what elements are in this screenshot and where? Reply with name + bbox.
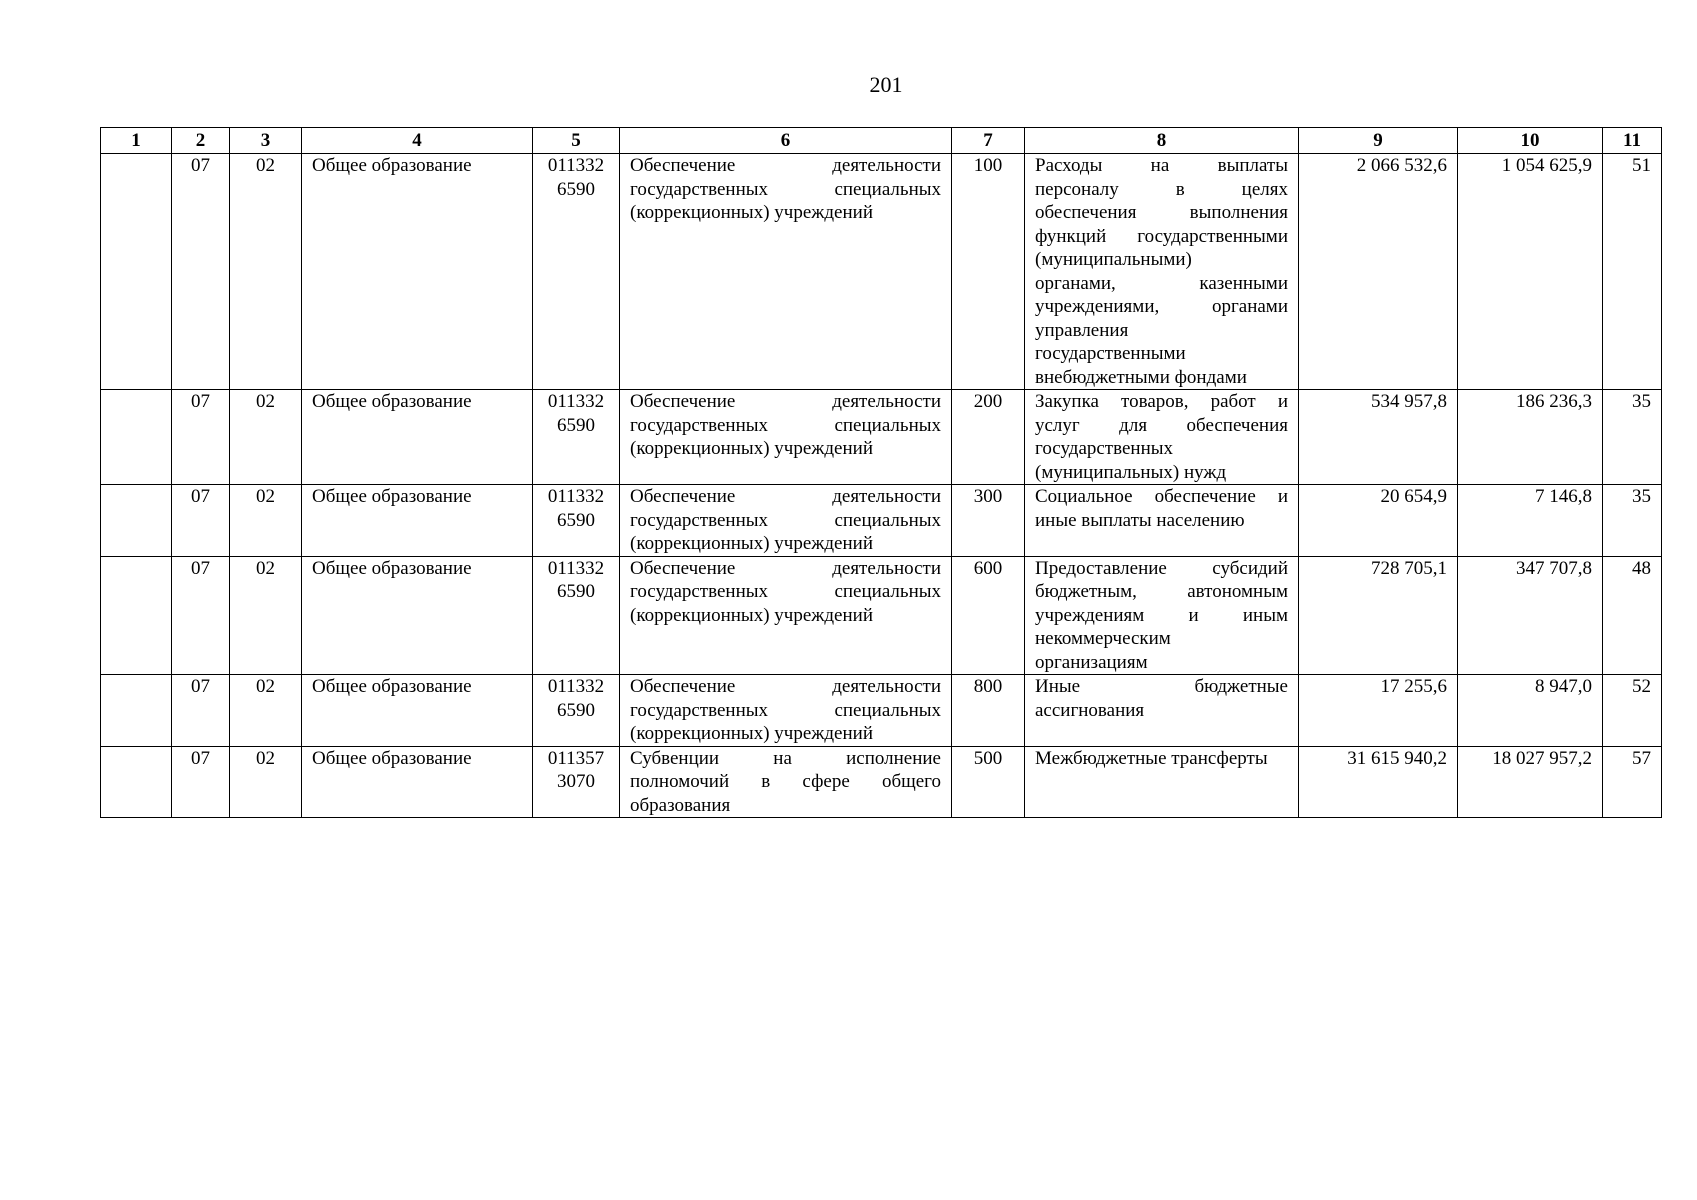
cell-section-name: Общее образование <box>302 154 533 390</box>
expense-name-line: внебюджетными фондами <box>1035 366 1247 388</box>
cell-subsection: 02 <box>230 154 302 390</box>
cell-target-article <box>533 390 620 485</box>
cell-col-1 <box>101 390 172 485</box>
cell-actual-amount: 186 236,3 <box>1458 390 1603 485</box>
table-row <box>101 154 1662 390</box>
article-name-line: Обеспечение деятельности <box>630 486 941 507</box>
cell-planned-amount: 534 957,8 <box>1299 390 1458 485</box>
cell-section: 07 <box>172 746 230 818</box>
expense-name-line: государственными <box>1035 343 1186 364</box>
expense-name-line: (муниципальными) <box>1035 249 1192 270</box>
target-article-part: 6590 <box>557 581 595 602</box>
header-col-9: 9 <box>1299 128 1458 154</box>
table-row <box>101 675 1662 747</box>
cell-expense-name <box>1025 746 1299 818</box>
cell-expense-name <box>1025 675 1299 747</box>
article-name-line: Обеспечение деятельности <box>630 391 941 412</box>
cell-planned-amount: 728 705,1 <box>1299 556 1458 675</box>
cell-actual-amount: 1 054 625,9 <box>1458 154 1603 390</box>
header-col-10: 10 <box>1458 128 1603 154</box>
article-name-line: государственных специальных <box>630 509 941 531</box>
expense-name-line: Иные бюджетные <box>1035 676 1288 697</box>
cell-subsection: 02 <box>230 390 302 485</box>
article-name-line: (коррекционных) учреждений <box>630 604 873 626</box>
cell-article-name <box>620 485 952 557</box>
article-name-line: Обеспечение деятельности <box>630 155 941 176</box>
target-article-part: 6590 <box>557 414 595 436</box>
expense-name-line: бюджетным, автономным <box>1035 581 1288 602</box>
cell-expense-type: 100 <box>952 154 1025 390</box>
cell-expense-name <box>1025 390 1299 485</box>
header-col-5: 5 <box>533 128 620 154</box>
expense-name-line: организациям <box>1035 651 1148 673</box>
target-article-part: 6590 <box>557 699 595 721</box>
cell-planned-amount: 20 654,9 <box>1299 485 1458 557</box>
cell-target-article <box>533 556 620 675</box>
cell-percent: 35 <box>1603 390 1662 485</box>
article-name-line: (коррекционных) учреждений <box>630 723 873 744</box>
cell-section-name: Общее образование <box>302 556 533 675</box>
target-article-part: 011332 <box>547 486 605 507</box>
expense-name-line: функций государственными <box>1035 225 1288 247</box>
target-article-part: 3070 <box>557 771 595 792</box>
expense-name-line: иные выплаты населению <box>1035 509 1245 531</box>
cell-percent: 52 <box>1603 675 1662 747</box>
cell-actual-amount: 8 947,0 <box>1458 675 1603 747</box>
cell-section: 07 <box>172 390 230 485</box>
header-col-4: 4 <box>302 128 533 154</box>
cell-section: 07 <box>172 675 230 747</box>
cell-expense-name <box>1025 556 1299 675</box>
target-article-part: 011332 <box>547 676 605 697</box>
article-name-line: государственных специальных <box>630 581 941 602</box>
target-article-part: 6590 <box>557 509 595 531</box>
expense-name-line: управления <box>1035 319 1129 341</box>
expense-name-line: обеспечения выполнения <box>1035 202 1288 223</box>
cell-target-article <box>533 485 620 557</box>
cell-article-name <box>620 390 952 485</box>
expense-name-line: Межбюджетные трансферты <box>1035 747 1268 769</box>
table-row <box>101 485 1662 557</box>
table-row <box>101 390 1662 485</box>
header-col-6: 6 <box>620 128 952 154</box>
cell-section-name: Общее образование <box>302 485 533 557</box>
cell-expense-type: 500 <box>952 746 1025 818</box>
header-col-7: 7 <box>952 128 1025 154</box>
cell-col-1 <box>101 746 172 818</box>
expense-name-line: Закупка товаров, работ и <box>1035 391 1288 412</box>
cell-actual-amount: 18 027 957,2 <box>1458 746 1603 818</box>
header-col-8: 8 <box>1025 128 1299 154</box>
cell-article-name <box>620 154 952 390</box>
page-number: 201 <box>869 72 903 97</box>
target-article-part: 011357 <box>547 747 605 769</box>
expense-name-line: учреждениями, органами <box>1035 296 1288 317</box>
cell-section: 07 <box>172 154 230 390</box>
cell-expense-type: 300 <box>952 485 1025 557</box>
header-col-2: 2 <box>172 128 230 154</box>
cell-article-name <box>620 675 952 747</box>
cell-subsection: 02 <box>230 485 302 557</box>
expense-name-line: ассигнования <box>1035 699 1145 721</box>
expense-name-line: некоммерческим <box>1035 628 1171 649</box>
cell-actual-amount: 7 146,8 <box>1458 485 1603 557</box>
table-row <box>101 556 1662 675</box>
cell-col-1 <box>101 154 172 390</box>
cell-expense-type: 800 <box>952 675 1025 747</box>
article-name-line: (коррекционных) учреждений <box>630 533 873 554</box>
cell-expense-type: 200 <box>952 390 1025 485</box>
cell-planned-amount: 17 255,6 <box>1299 675 1458 747</box>
article-name-line: образования <box>630 794 731 816</box>
header-col-11: 11 <box>1603 128 1662 154</box>
cell-subsection: 02 <box>230 556 302 675</box>
cell-planned-amount: 31 615 940,2 <box>1299 746 1458 818</box>
header-row <box>101 128 1662 154</box>
budget-table <box>100 127 1662 818</box>
cell-article-name <box>620 556 952 675</box>
cell-actual-amount: 347 707,8 <box>1458 556 1603 675</box>
cell-expense-type: 600 <box>952 556 1025 675</box>
article-name-line: государственных специальных <box>630 699 941 721</box>
expense-name-line: услуг для обеспечения <box>1035 414 1288 436</box>
expense-name-line: учреждениям и иным <box>1035 604 1288 626</box>
article-name-line: Обеспечение деятельности <box>630 676 941 697</box>
cell-target-article <box>533 675 620 747</box>
cell-expense-name <box>1025 154 1299 390</box>
article-name-line: государственных специальных <box>630 414 941 436</box>
cell-percent: 57 <box>1603 746 1662 818</box>
header-col-1: 1 <box>101 128 172 154</box>
table-body <box>101 154 1662 818</box>
cell-expense-name <box>1025 485 1299 557</box>
cell-percent: 51 <box>1603 154 1662 390</box>
article-name-line: государственных специальных <box>630 178 941 200</box>
expense-name-line: органами, казенными <box>1035 272 1288 294</box>
expense-name-line: персоналу в целях <box>1035 178 1288 200</box>
target-article-part: 011332 <box>547 391 605 412</box>
article-name-line: Обеспечение деятельности <box>630 557 941 579</box>
cell-section-name: Общее образование <box>302 675 533 747</box>
cell-target-article <box>533 154 620 390</box>
target-article-part: 011332 <box>547 557 605 579</box>
cell-subsection: 02 <box>230 675 302 747</box>
cell-subsection: 02 <box>230 746 302 818</box>
expense-name-line: Расходы на выплаты <box>1035 155 1288 176</box>
cell-section: 07 <box>172 556 230 675</box>
target-article-part: 6590 <box>557 178 595 200</box>
table-row <box>101 746 1662 818</box>
cell-article-name <box>620 746 952 818</box>
expense-name-line: Социальное обеспечение и <box>1035 486 1288 507</box>
cell-col-1 <box>101 485 172 557</box>
article-name-line: Субвенции на исполнение <box>630 747 941 769</box>
cell-percent: 35 <box>1603 485 1662 557</box>
cell-section: 07 <box>172 485 230 557</box>
cell-col-1 <box>101 675 172 747</box>
target-article-part: 011332 <box>547 155 605 176</box>
cell-planned-amount: 2 066 532,6 <box>1299 154 1458 390</box>
cell-col-1 <box>101 556 172 675</box>
expense-name-line: государственных <box>1035 438 1174 459</box>
cell-percent: 48 <box>1603 556 1662 675</box>
expense-name-line: Предоставление субсидий <box>1035 557 1288 579</box>
article-name-line: (коррекционных) учреждений <box>630 438 873 459</box>
article-name-line: полномочий в сфере общего <box>630 771 941 792</box>
article-name-line: (коррекционных) учреждений <box>630 202 873 223</box>
cell-section-name: Общее образование <box>302 390 533 485</box>
header-col-3: 3 <box>230 128 302 154</box>
cell-target-article <box>533 746 620 818</box>
cell-section-name: Общее образование <box>302 746 533 818</box>
expense-name-line: (муниципальных) нужд <box>1035 461 1227 483</box>
